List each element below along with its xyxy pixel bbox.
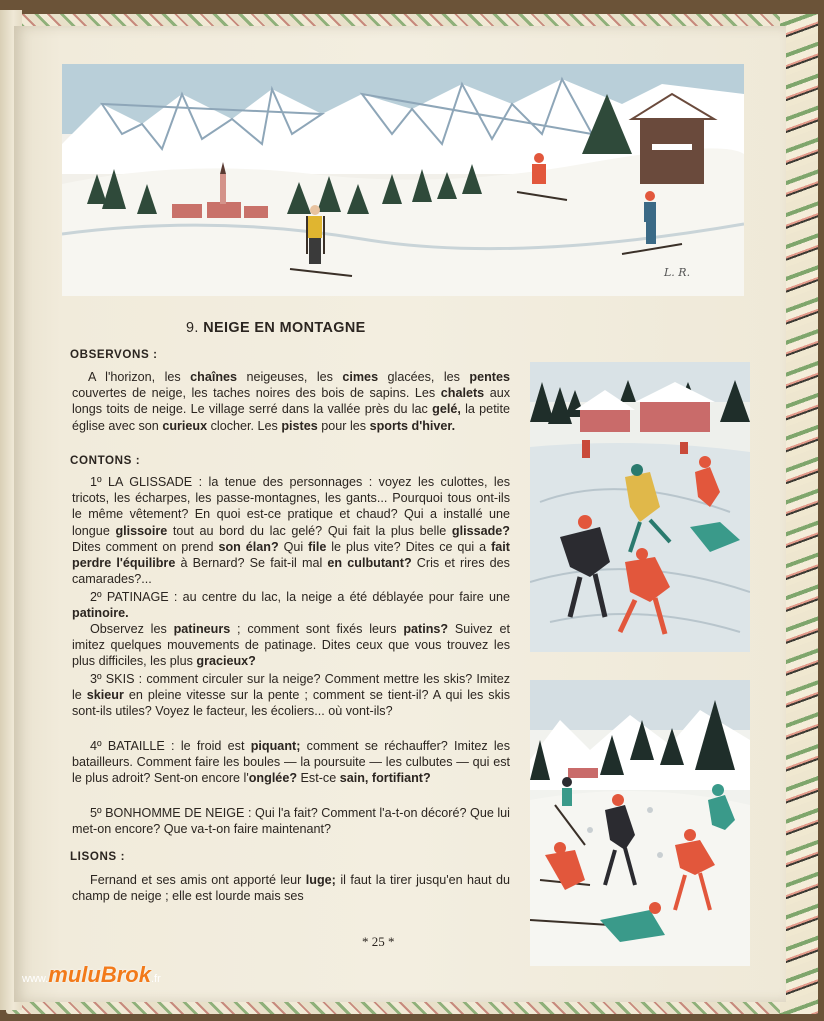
bold-run: glissade? <box>451 523 510 538</box>
illustrator-signature: L. R. <box>664 266 691 279</box>
watermark-prefix: www. <box>22 973 49 985</box>
bold-run: luge; <box>305 873 336 887</box>
bold-run: sain, fortifiant? <box>339 771 431 786</box>
bold-run: patineurs <box>173 622 231 636</box>
text-run: glacées, les <box>378 370 470 384</box>
patinage-paragraph <box>72 589 510 621</box>
bold-run: gracieux? <box>196 654 256 669</box>
watermark-brand: muluBrok <box>48 962 151 987</box>
text-run: 1º LA GLISSADE : la tenue des personnages : voyez les culottes, les tricots, les écharpes, les passe-montagnes, les gants... Pourquoi tous ont-ils le même vêtement? En quoi est-ce pratique et chaud? Qui a installé une longue <box>72 475 510 538</box>
observons-heading: OBSERVONS : <box>70 348 158 361</box>
text-run: couvertes de neige, les taches noires des bois de sapins. Les <box>72 386 441 401</box>
text-run: comment se réchauffer? Imitez les batailleurs. Comment faire les boules — la poursuite — les culbutes — qui est le plus adroit? Sent-on encore l' <box>72 739 510 786</box>
text-run: Observez les <box>90 622 174 636</box>
bataille-paragraph <box>72 738 510 787</box>
mountain-ski-illustration <box>62 64 744 296</box>
text-run: en pleine vitesse sur la pente ; comment se tient-il? A qui les skis sont-ils utiles? Voyez le facteur, les écoliers... où vont-ils? <box>72 688 510 719</box>
watermark-suffix: .fr <box>150 973 161 985</box>
bold-run: onglée? <box>248 771 298 786</box>
lisons-heading: LISONS : <box>70 850 126 863</box>
lisons-paragraph <box>72 872 510 904</box>
text-run: neigeuses, les <box>237 370 343 384</box>
text-run: clocher. Les <box>207 418 282 433</box>
bold-run: chaînes <box>190 370 238 384</box>
text-run: Est-ce <box>297 771 340 786</box>
bold-run: piquant; <box>250 739 301 753</box>
lesson-title-text: NEIGE EN MONTAGNE <box>203 320 366 336</box>
text-run: Dites comment on prend <box>72 539 219 554</box>
watermark <box>22 962 161 988</box>
bold-run: son élan? <box>218 539 279 554</box>
text-run: tout au bord du lac gelé? Qui fait la plus belle <box>167 523 452 538</box>
bold-run: patins? <box>403 622 449 636</box>
text-run: à Bernard? Se fait-il mal <box>175 556 328 571</box>
text-run: 3º SKIS : comment circuler sur la neige? Comment mettre les skis? Imitez le <box>72 672 510 703</box>
text-run: Cris et rires des camarades?... <box>72 556 510 587</box>
bold-run: chalets <box>440 386 485 401</box>
text-run: il faut la tirer jusqu'en haut du champ de neige ; elle est lourde mais ses <box>72 873 510 904</box>
text-run: la petite église avec son <box>72 402 510 433</box>
contons-heading: CONTONS : <box>70 454 141 467</box>
text-run: Suivez et imitez quelques mouvements de patinage. Dites ceux que vous trouvez les plus difficiles, les plus <box>72 622 510 669</box>
bold-run: glissoire <box>115 523 168 538</box>
bonhomme-paragraph <box>72 805 510 837</box>
skating-illustration <box>530 362 750 652</box>
bold-run: pistes <box>281 418 318 433</box>
bold-run: patinoire. <box>72 606 129 621</box>
bold-run: fait perdre l'équilibre <box>72 539 510 571</box>
observons-paragraph <box>72 369 510 434</box>
bold-run: curieux <box>162 418 208 433</box>
skis-paragraph <box>72 671 510 720</box>
lesson-number: 9. <box>186 320 199 336</box>
text-run: ; comment sont fixés leurs <box>230 622 404 636</box>
text-run: A l'horizon, les <box>88 370 191 384</box>
bold-run: pentes <box>469 370 510 384</box>
text-run: aux longs toits de neige. Le village serré dans la vallée près du lac <box>72 386 510 417</box>
page-number: * 25 * <box>362 934 395 949</box>
bold-run: sports d'hiver. <box>369 418 456 433</box>
text-run: le plus vite? Dites ce qui a <box>326 539 492 554</box>
patinage-paragraph-2 <box>72 621 510 670</box>
text-run: 2º PATINAGE : au centre du lac, la neige a été déblayée pour faire une <box>90 590 510 604</box>
text-run: Qui <box>278 539 309 554</box>
bold-run: file <box>308 539 327 554</box>
text-run: pour les <box>317 418 370 433</box>
bold-run: en culbutant? <box>327 556 412 571</box>
lesson-title <box>186 320 366 336</box>
bold-run: cimes <box>342 370 379 384</box>
text-run: 4º BATAILLE : le froid est <box>90 739 251 753</box>
text-run: 5º BONHOMME DE NEIGE : Qui l'a fait? Comment l'a-t-on décoré? Que lui met-on encore? Que va-t-on faire maintenant? <box>72 806 510 837</box>
bold-run: gelé, <box>432 402 461 417</box>
text-run: Fernand et ses amis ont apporté leur <box>90 873 306 887</box>
bold-run: skieur <box>86 688 124 703</box>
snowball-fight-illustration <box>530 680 750 966</box>
glissade-paragraph <box>72 474 510 587</box>
